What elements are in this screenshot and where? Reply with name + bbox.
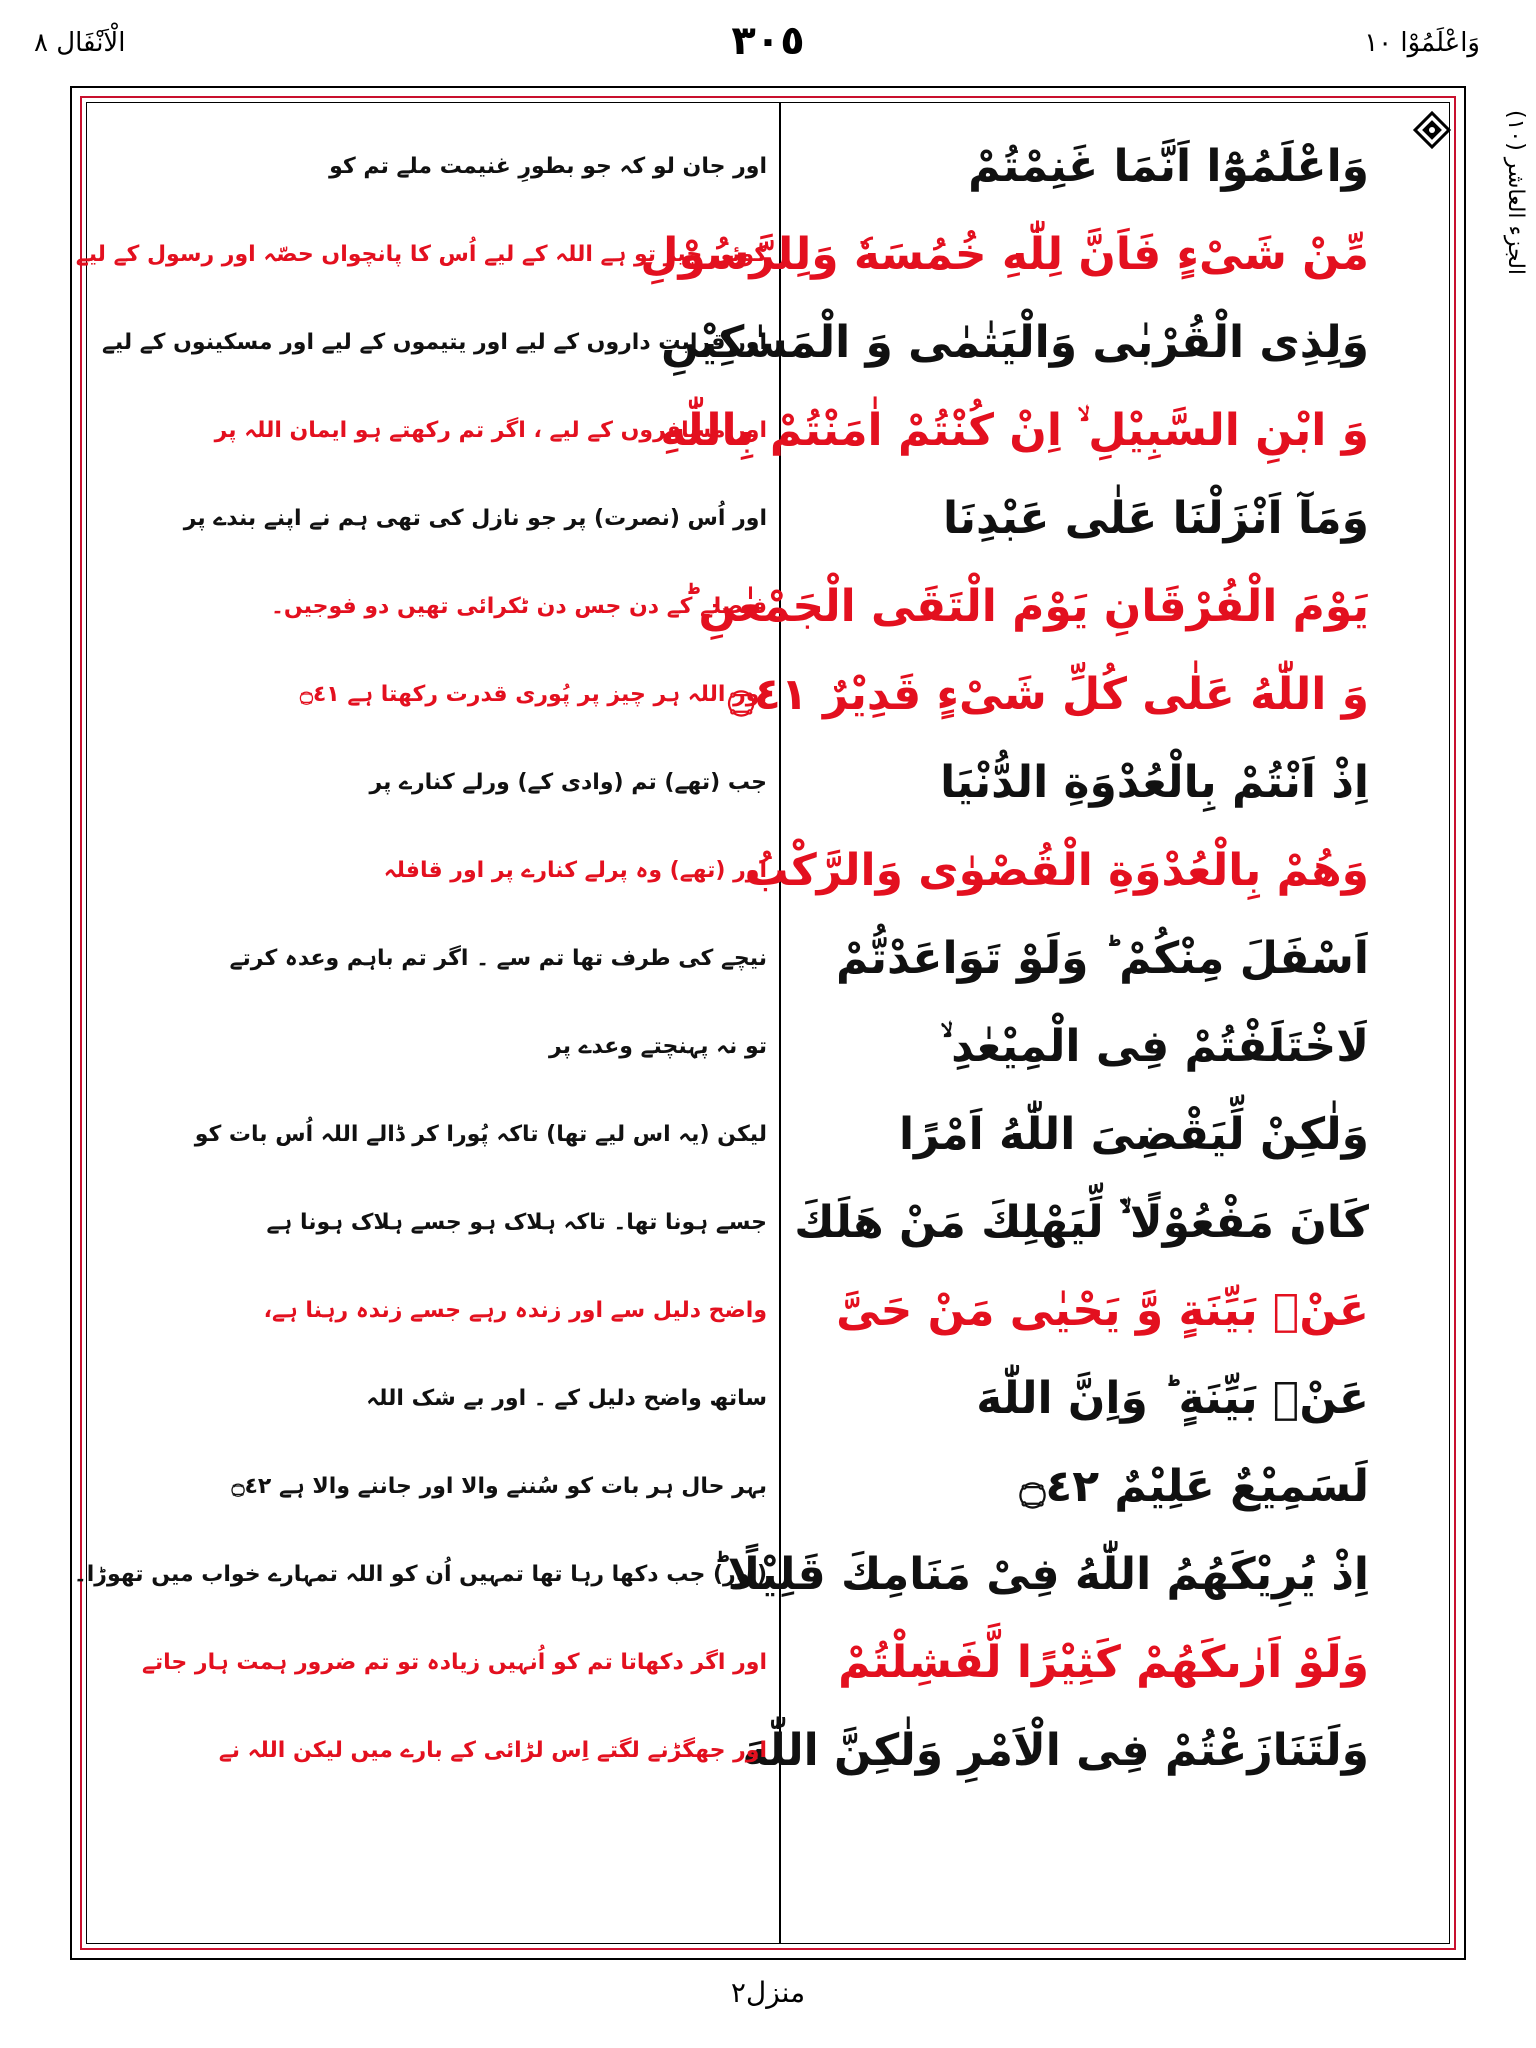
verse-row [107,1355,1429,1443]
verse-row [107,1003,1429,1091]
arabic-verse-line: وَاعْلَمُوْٓا اَنَّمَا غَنِمْتُمْ [968,141,1369,192]
page-frame [70,86,1466,1960]
verse-row [107,651,1429,739]
urdu-translation-line: اور جان لو کہ جو بطورِ غنیمت ملے تم کو [329,154,767,179]
urdu-translation-line: اور اللہ ہر چیز پر پُوری قدرت رکھتا ہے ۝٤١ [299,682,767,707]
verse-row [107,1443,1429,1531]
urdu-translation-line: جب (تھے) تم (وادی کے) ورلے کنارے پر [369,770,767,795]
verse-row [107,1091,1429,1179]
ornament-icon [1412,110,1452,150]
juz-side-label: الجزء العاشر (١٠) [1503,110,1528,276]
page-number: ٣٠٥ [731,18,805,64]
verse-row [107,1619,1429,1707]
urdu-translation-line: فیصلے کے دن جس دن ٹکرائی تھیں دو فوجیں۔ [270,594,767,619]
arabic-verse-line: وَلَتَنَازَعْتُمْ فِی الْاَمْرِ وَلٰكِنَّ اللّٰهَ [742,1725,1369,1776]
verse-row [107,739,1429,827]
urdu-translation-line: اور (تھے) وہ پرلے کنارے پر اور قافلہ [383,858,767,883]
arabic-verse-line: لَاخْتَلَفْتُمْ فِی الْمِیْعٰدِ ۙ [940,1021,1369,1072]
verse-row [107,123,1429,211]
arabic-verse-line: اِذْ یُرِیْكَهُمُ اللّٰهُ فِیْ مَنَامِكَ قَلِیْلًا ؕ [712,1549,1369,1600]
urdu-translation-line: جسے ہونا تھا۔ تاکہ ہلاک ہو جسے ہلاک ہونا ہے [266,1210,767,1235]
urdu-translation-line: اور اگر دکھاتا تم کو اُنہیں زیادہ تو تم ضرور ہمت ہار جاتے [141,1650,767,1675]
verse-row [101,299,1429,387]
arabic-verse-line: كَانَ مَفْعُوْلًا ۙ۬ لِّیَهْلِكَ مَنْ هَلَكَ [794,1197,1369,1248]
verse-row [107,1267,1429,1355]
verse-rows [73,123,1429,1795]
urdu-translation-line: لیکن (یہ اس لیے تھا) تاکہ پُورا کر ڈالے اللہ اُس بات کو [194,1122,767,1147]
arabic-verse-line: وَهُمْ بِالْعُدْوَةِ الْقُصْوٰی وَالرَّكْبُ [744,845,1369,896]
verse-row [107,475,1429,563]
urdu-translation-line: اور اُس (نصرت) پر جو نازل کی تھی ہم نے اپنے بندے پر [183,506,767,531]
arabic-verse-line: وَلَوْ اَرٰىكَهُمْ كَثِیْرًا لَّفَشِلْتُمْ [838,1637,1369,1688]
arabic-verse-line: وَلِذِی الْقُرْبٰی وَالْیَتٰمٰی وَ الْمَسٰكِیْنِ [661,317,1369,368]
manzil-footer: منزل٢ [730,1976,806,2009]
verse-row [75,211,1429,299]
header-surah-part: وَاعْلَمُوْا ١٠ [1364,28,1480,58]
urdu-translation-line: واضح دلیل سے اور زندہ رہے جسے زندہ رہنا ہے، [263,1298,767,1323]
arabic-verse-line: وَ اللّٰهُ عَلٰی كُلِّ شَیْءٍ قَدِیْرٌ ۝٤١ [728,669,1369,720]
urdu-translation-line: نیچے کی طرف تھا تم سے ۔ اگر تم باہم وعدہ کرتے [229,946,767,971]
arabic-verse-line: اَسْفَلَ مِنْكُمْ ؕ وَلَوْ تَوَاعَدْتُّمْ [835,933,1369,984]
urdu-translation-line: اور جھگڑنے لگتے اِس لڑائی کے بارے میں لیکن اللہ نے [218,1738,767,1763]
arabic-verse-line: لَسَمِیْعٌ عَلِیْمٌ ۝٤٢ [1019,1461,1369,1512]
arabic-verse-line: وَ ابْنِ السَّبِیْلِ ۙ اِنْ كُنْتُمْ اٰمَنْتُمْ بِاللّٰهِ [660,405,1369,456]
urdu-translation-line: بہر حال ہر بات کو سُننے والا اور جاننے والا ہے ۝٤٢ [231,1474,767,1499]
urdu-translation-line: تو نہ پہنچتے وعدے پر [549,1034,767,1059]
verse-row [107,1179,1429,1267]
urdu-translation-line: اور قرابت داروں کے لیے اور یتیموں کے لیے اور مسکینوں کے لیے [101,330,767,355]
arabic-verse-line: عَنْۢ بَیِّنَةٍ ؕ وَاِنَّ اللّٰهَ [976,1373,1369,1424]
verse-row [107,387,1429,475]
verse-row [73,1531,1429,1619]
arabic-verse-line: اِذْ اَنْتُمْ بِالْعُدْوَةِ الدُّنْیَا [940,757,1369,808]
verse-row [107,1707,1429,1795]
page-frame-red-border [73,96,1456,1950]
page-frame-inner-border [73,102,1450,1944]
arabic-verse-line: یَوْمَ الْفُرْقَانِ یَوْمَ الْتَقَی الْجَمْعٰنِ ؕ [683,581,1369,632]
verse-row [107,563,1429,651]
arabic-verse-line: مِّنْ شَیْءٍ فَاَنَّ لِلّٰهِ خُمُسَهٗ وَلِلرَّسُوْلِ [640,229,1369,280]
urdu-translation-line: ساتھ واضح دلیل کے ۔ اور بے شک اللہ [366,1386,767,1411]
urdu-translation-line: کوئی چیز تو ہے اللہ کے لیے اُس کا پانچواں حصّہ اور رسول کے لیے [75,242,767,267]
urdu-translation-line: اور مسافروں کے لیے ، اگر تم رکھتے ہو ایمان اللہ پر [214,418,767,443]
verse-row [107,915,1429,1003]
header-surah-name: الْاَنْفَال ٨ [34,28,126,58]
verse-row [107,827,1429,915]
arabic-verse-line: عَنْۢ بَیِّنَةٍ وَّ یَحْیٰی مَنْ حَیَّ [836,1285,1369,1336]
arabic-verse-line: وَمَآ اَنْزَلْنَا عَلٰی عَبْدِنَا [942,493,1369,544]
arabic-verse-line: وَلٰكِنْ لِّیَقْضِیَ اللّٰهُ اَمْرًا [898,1109,1369,1160]
urdu-translation-line: (اور) جب دکھا رہا تھا تمہیں اُن کو اللہ تمہارے خواب میں تھوڑا۔ [73,1562,767,1587]
